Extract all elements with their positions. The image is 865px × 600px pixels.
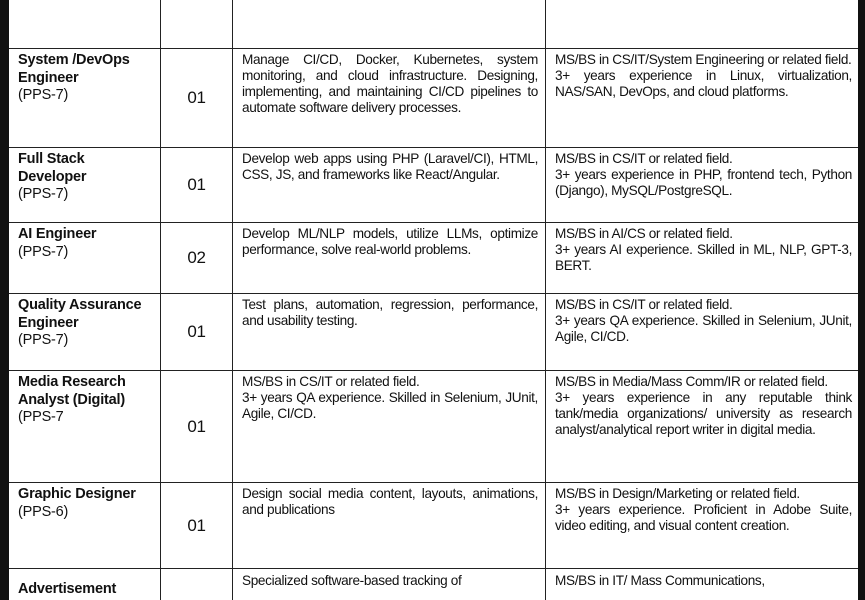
qualification-text: MS/BS in Design/Marketing or related field. <box>555 486 800 501</box>
position-title: AI Engineer <box>18 226 97 242</box>
left-border <box>0 0 9 600</box>
position-cell <box>9 223 161 294</box>
qualification-cell <box>546 294 860 371</box>
duty-text: Manage CI/CD, Docker, Kubernetes, system monitoring, and cloud infrastructure. Designing, implementing, and maintaining CI/CD pipelines to automate software delivery processes. <box>242 52 538 115</box>
pay-grade: (PPS-7) <box>18 243 69 260</box>
position-cell <box>9 49 161 148</box>
duties-cell <box>233 0 546 49</box>
table-row <box>9 371 860 483</box>
position-title: Graphic Designer <box>18 486 136 502</box>
position-cell <box>9 294 161 371</box>
duties-cell <box>233 294 546 371</box>
table-row <box>9 569 860 600</box>
position-cell <box>9 569 161 600</box>
post-count: 01 <box>161 148 233 223</box>
pay-grade: (PPS-7) <box>18 186 69 202</box>
table-row <box>9 49 860 148</box>
pay-grade: (PPS-7 <box>18 409 64 425</box>
qualification-text: 3+ years experience in PHP, frontend tech, Python (Django), MySQL/PostgreSQL. <box>555 167 852 198</box>
duty-text: Test plans, automation, regression, performance, and usability testing. <box>242 297 538 328</box>
post-count: 01 <box>161 49 233 148</box>
pay-grade: (PPS-7) <box>18 87 69 103</box>
qualification-text: 3+ years QA experience. Skilled in Selenium, JUnit, Agile, CI/CD. <box>555 313 852 344</box>
pay-grade: (PPS-6) <box>18 503 69 520</box>
duty-text: Develop web apps using PHP (Laravel/CI), HTML, CSS, JS, and frameworks like React/Angular. <box>242 151 538 182</box>
table-row <box>9 148 860 223</box>
position-cell <box>9 483 161 569</box>
duty-text: Specialized software-based tracking of <box>242 573 462 588</box>
qualification-text: 3+ years AI experience. Skilled in ML, NLP, GPT-3, BERT. <box>555 242 852 273</box>
qualification-text: 3+ years experience. Proficient in Adobe Suite, video editing, and visual content creation. <box>555 502 852 533</box>
position-title: Media Research Analyst (Digital) <box>18 374 126 408</box>
duties-cell <box>233 223 546 294</box>
qualification-text: MS/BS in IT/ Mass Communications, <box>555 573 765 588</box>
qualification-text: 3+ years experience in any reputable think tank/media organizations/ university as research analyst/analytical report writer in digital media. <box>555 390 852 437</box>
duty-text: Design social media content, layouts, animations, and publications <box>242 486 538 517</box>
post-count <box>161 0 233 49</box>
post-count: 01 <box>161 294 233 371</box>
duty-text: MS/BS in CS/IT or related field. <box>242 374 420 389</box>
post-count <box>161 569 233 600</box>
post-count: 01 <box>161 483 233 569</box>
qualification-text: 3+ years experience in Linux, virtualization, NAS/SAN, DevOps, and cloud platforms. <box>555 68 852 99</box>
qualification-text: MS/BS in CS/IT or related field. <box>555 151 733 166</box>
pay-grade: (PPS-7) <box>18 332 69 348</box>
position-cell <box>9 371 161 483</box>
position-cell <box>9 148 161 223</box>
job-positions-table <box>8 0 860 600</box>
qualification-cell <box>546 371 860 483</box>
position-title: Advertisement <box>18 581 117 597</box>
table-row <box>9 483 860 569</box>
duties-cell <box>233 371 546 483</box>
qualification-cell <box>546 483 860 569</box>
post-count: 02 <box>161 223 233 294</box>
duty-text: Develop ML/NLP models, utilize LLMs, optimize performance, solve real-world problems. <box>242 226 538 257</box>
table-row <box>9 294 860 371</box>
position-title: Quality Assurance Engineer <box>18 297 142 331</box>
qualification-cell <box>546 49 860 148</box>
duties-cell <box>233 148 546 223</box>
table-row <box>9 0 860 49</box>
table-row <box>9 223 860 294</box>
qualification-text: MS/BS in Media/Mass Comm/IR or related field. <box>555 374 828 389</box>
position-title: System /DevOps Engineer <box>18 52 130 86</box>
duties-cell <box>233 569 546 600</box>
qualification-text: MS/BS in AI/CS or related field. <box>555 226 733 241</box>
duty-text: 3+ years QA experience. Skilled in Selenium, JUnit, Agile, CI/CD. <box>242 390 538 421</box>
qualification-cell <box>546 223 860 294</box>
right-border <box>858 0 865 600</box>
qualification-text: MS/BS in CS/IT or related field. <box>555 297 733 312</box>
position-cell <box>9 0 161 49</box>
qualification-cell <box>546 148 860 223</box>
duties-cell <box>233 483 546 569</box>
position-title: Full Stack Developer <box>18 151 87 185</box>
qualification-cell <box>546 569 860 600</box>
qualification-cell <box>546 0 860 49</box>
post-count: 01 <box>161 371 233 483</box>
qualification-text: MS/BS in CS/IT/System Engineering or related field. <box>555 52 852 67</box>
duties-cell <box>233 49 546 148</box>
